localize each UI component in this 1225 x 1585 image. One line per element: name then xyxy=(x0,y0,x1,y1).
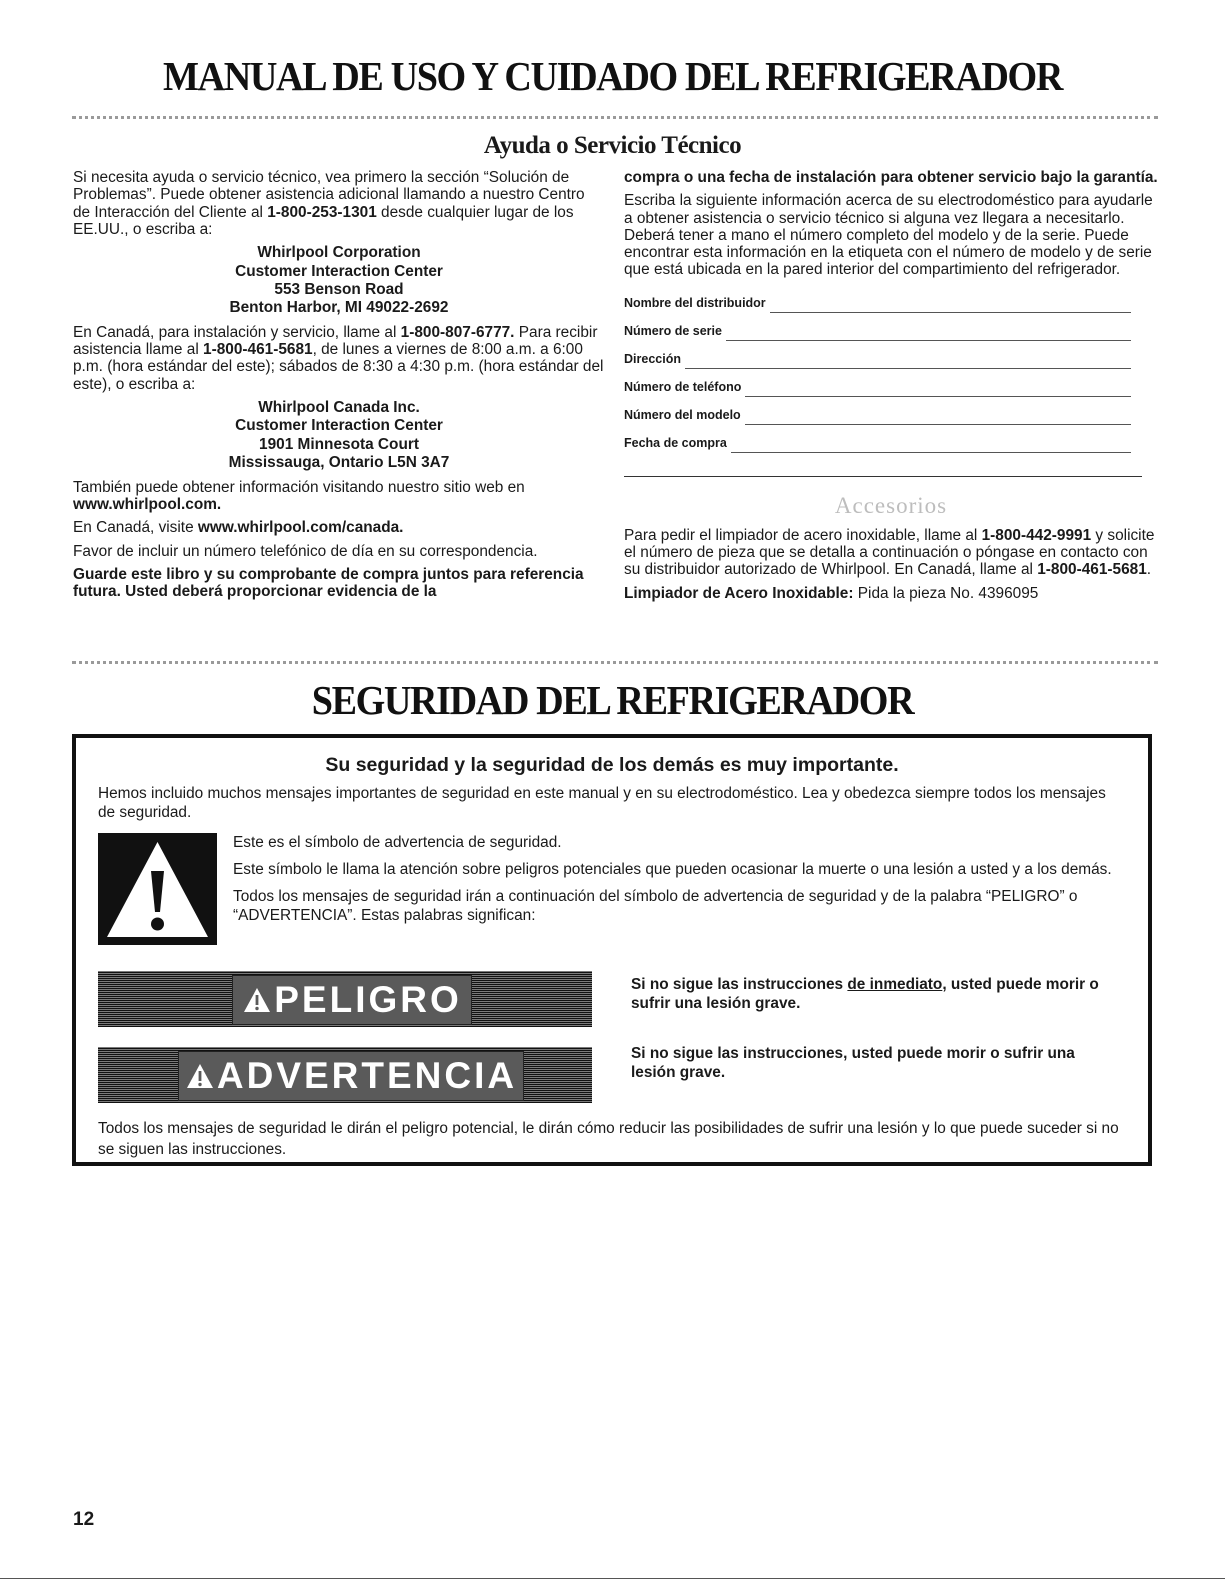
part-label: Limpiador de Acero Inoxidable: xyxy=(624,584,854,602)
website-text: También puede obtener información visitando nuestro sitio web en xyxy=(73,478,525,496)
safety-line: Todos los mensajes de seguridad irán a continuación del símbolo de advertencia de seguridad y de la palabra “PELIGRO” o “ADVERTENCIA”. Estas palabras significan: xyxy=(233,888,1078,924)
canada-phone-assist: 1-800-461-5681 xyxy=(203,341,313,359)
field-label: Nombre del distribuidor xyxy=(624,296,766,311)
us-address xyxy=(73,244,605,318)
canada-text-end: , de lunes a viernes de 8:00 a.m. a 6:00 p.m. (hora estándar del este); sábados de 8:30 a 4:30 p.m. (hora estándar del este), o escriba a: xyxy=(73,341,604,393)
address-line: Customer Interaction Center xyxy=(235,417,443,435)
field-label: Dirección xyxy=(624,352,681,367)
product-info-form xyxy=(624,285,1158,453)
safety-footer: Todos los mensajes de seguridad le dirán el peligro potencial, le dirán cómo reducir las posibilidades de sufrir una lesión y lo que puede suceder si no se siguen las instrucciones. xyxy=(98,1120,1119,1158)
advertencia-banner xyxy=(98,1047,592,1103)
left-column xyxy=(73,169,605,606)
page-number: 12 xyxy=(73,1509,95,1530)
right-column xyxy=(624,169,1158,608)
website-paragraph xyxy=(73,479,605,514)
field-label: Número del modelo xyxy=(624,408,741,423)
accesorios-paragraph xyxy=(624,527,1158,579)
accesorios-canada-phone: 1-800-461-5681 xyxy=(1037,561,1147,579)
form-row-direccion[interactable] xyxy=(624,341,1131,369)
canada-text-mid: Para recibir asistencia llame al xyxy=(73,323,598,359)
safety-line: Este símbolo le llama la atención sobre peligros potenciales que pueden ocasionar la muerte o una lesión a usted y a los demás. xyxy=(233,861,1112,878)
safety-line: Este es el símbolo de advertencia de seguridad. xyxy=(233,834,562,851)
part-number: Pida la pieza No. 4396095 xyxy=(857,584,1039,602)
peligro-text-end: , usted puede morir o sufrir una lesión grave. xyxy=(631,976,1099,1012)
address-line: 553 Benson Road xyxy=(274,281,404,298)
field-label: Fecha de compra xyxy=(624,436,727,451)
peligro-text: Si no sigue las instrucciones xyxy=(631,976,844,993)
help-paragraph xyxy=(73,169,605,238)
field-line[interactable] xyxy=(745,385,1131,397)
website-link[interactable]: www.whirlpool.com. xyxy=(73,495,222,513)
field-line[interactable] xyxy=(726,329,1131,341)
keep-manual-note: Guarde este libro y su comprobante de compra juntos para referencia futura. Usted deberá proporcionar evidencia de la xyxy=(73,565,584,601)
dotted-divider xyxy=(72,116,1158,119)
record-info-paragraph: Escriba la siguiente información acerca de su electrodoméstico para ayudarle a obtener asistencia o servicio técnico si alguna vez llegara a necesitarlo. Deberá tener a mano el número completo del modelo y de la serie. Puede encontrar esta información en la etiqueta con el número de modelo y de serie que está ubicada en la pared interior del compartimiento del refrigerador. xyxy=(624,192,1153,279)
safety-title: SEGURIDAD DEL REFRIGERADOR xyxy=(311,677,914,723)
warranty-note: compra o una fecha de instalación para obtener servicio bajo la garantía. xyxy=(624,169,1158,186)
address-line: 1901 Minnesota Court xyxy=(259,435,419,453)
bottom-divider xyxy=(0,1578,1225,1579)
canada-text: En Canadá, para instalación y servicio, llame al xyxy=(73,323,397,341)
dotted-divider xyxy=(72,661,1158,664)
canada-website-link[interactable]: www.whirlpool.com/canada. xyxy=(197,519,404,537)
accesorios-heading: Accesorios xyxy=(834,492,948,518)
accesorios-phone: 1-800-442-9991 xyxy=(981,526,1092,544)
advertencia-description: Si no sigue las instrucciones, usted puede morir o sufrir una lesión grave. xyxy=(631,1045,1075,1081)
advertencia-word: ADVERTENCIA xyxy=(216,1055,518,1096)
form-row-distribuidor[interactable] xyxy=(624,285,1131,313)
warning-triangle-icon xyxy=(98,833,217,945)
canada-website-text: En Canadá, visite xyxy=(73,519,194,537)
safety-heading: Su seguridad y la seguridad de los demás es muy importante. xyxy=(325,754,899,776)
field-label: Número de teléfono xyxy=(624,380,742,395)
field-line[interactable] xyxy=(731,441,1131,453)
form-row-fecha-compra[interactable] xyxy=(624,425,1131,453)
section-heading-ayuda: Ayuda o Servicio Técnico xyxy=(483,132,742,159)
address-line: Whirlpool Corporation xyxy=(257,244,421,262)
advertencia-label xyxy=(178,1051,524,1101)
peligro-word: PELIGRO xyxy=(274,979,462,1020)
warning-triangle-icon xyxy=(242,986,272,1014)
peligro-label xyxy=(232,975,472,1025)
address-line: Customer Interaction Center xyxy=(235,262,443,280)
canada-paragraph xyxy=(73,324,605,393)
peligro-text-emphasis: de inmediato xyxy=(847,976,943,993)
canada-phone-install: 1-800-807-6777. xyxy=(400,323,515,341)
page-title: MANUAL DE USO Y CUIDADO DEL REFRIGERADOR xyxy=(163,53,1062,99)
phone-note: Favor de incluir un número telefónico de día en su correspondencia. xyxy=(73,542,538,560)
part-number-paragraph xyxy=(624,585,1158,602)
peligro-banner xyxy=(98,971,592,1027)
accesorios-text: Para pedir el limpiador de acero inoxidable, llame al xyxy=(624,526,978,544)
canada-address xyxy=(73,399,605,473)
address-line: Mississauga, Ontario L5N 3A7 xyxy=(228,454,450,472)
field-line[interactable] xyxy=(770,301,1131,313)
form-row-telefono[interactable] xyxy=(624,369,1131,397)
help-text: Si necesita ayuda o servicio técnico, vea primero la sección “Solución de Problemas”. Puede obtener asistencia adicional llamando a nuestro Centro de Interacción del Cliente al xyxy=(73,169,585,221)
help-text-end: desde cualquier lugar de los EE.UU., o escriba a: xyxy=(73,203,574,238)
form-row-modelo[interactable] xyxy=(624,397,1131,425)
accesorios-text-mid: y solicite el número de pieza que se detalla a continuación o póngase en contacto con su distribuidor autorizado de Whirlpool. En Canadá, llame al xyxy=(624,526,1155,579)
safety-symbol-explanations xyxy=(233,833,1113,933)
accesorios-text-end: . xyxy=(1146,561,1152,579)
divider-rule xyxy=(624,476,1142,477)
field-line[interactable] xyxy=(745,413,1131,425)
address-line: Whirlpool Canada Inc. xyxy=(258,399,420,416)
field-line[interactable] xyxy=(685,357,1131,369)
us-phone-number: 1-800-253-1301 xyxy=(267,203,377,221)
safety-intro: Hemos incluido muchos mensajes importantes de seguridad en este manual y en su electrodoméstico. Lea y obedezca siempre todos los mensajes de seguridad. xyxy=(98,785,1106,821)
warning-triangle-icon xyxy=(185,1062,215,1090)
peligro-description xyxy=(631,975,1111,1013)
field-label: Número de serie xyxy=(624,324,722,339)
canada-website-paragraph xyxy=(73,519,605,536)
form-row-serie[interactable] xyxy=(624,313,1131,341)
safety-box xyxy=(72,734,1152,1166)
address-line: Benton Harbor, MI 49022-2692 xyxy=(229,299,449,317)
